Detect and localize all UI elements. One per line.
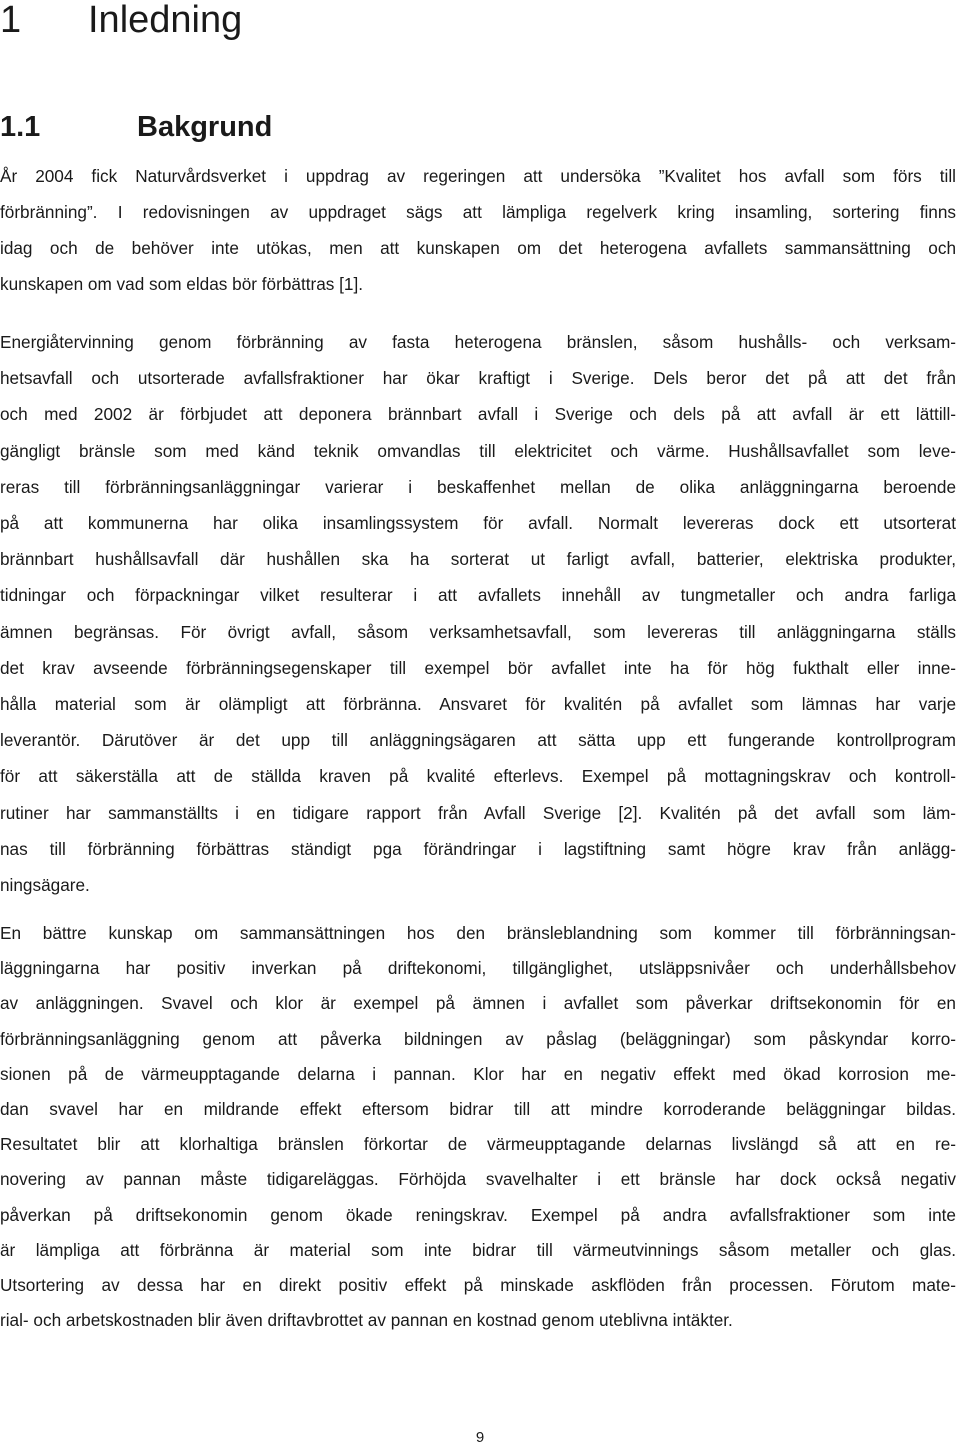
section-number: 1.1 xyxy=(0,111,41,143)
text-line: reras till förbränningsanläggningar varierar i beskaffenhet mellan de olika anläggningarna beroende xyxy=(0,476,956,497)
text-line: av anläggningen. Svavel och klor är exempel på ämnen i avfallet som påverkar driftsekonomin för en xyxy=(0,993,956,1014)
text-line: idag och de behöver inte utökas, men att kunskapen om det heterogena avfallets sammansättning och xyxy=(0,238,956,258)
text-line: Resultatet blir att klorhaltiga bränslen förkortar de värmeupptagande delarnas livslängd så att en re- xyxy=(0,1134,956,1155)
text-line: hetsavfall och utsorterade avfallsfraktioner har ökar kraftigt i Sverige. Dels beror det på att det från xyxy=(0,368,956,389)
text-line: förbränningsanläggning genom att påverka bildningen av påslag (beläggningar) som påskyndar korro- xyxy=(0,1028,956,1049)
section-heading xyxy=(0,110,272,144)
text-line: påverkan på driftsekonomin genom ökade reningskrav. Exempel på andra avfallsfraktioner som inte xyxy=(0,1204,956,1225)
text-line: leverantör. Därutöver är det upp till anläggningsägaren att sätta upp ett fungerande kontrollprogram xyxy=(0,730,956,751)
chapter-title: Inledning xyxy=(88,0,243,41)
text-line: det krav avseende förbränningsegenskaper till exempel bör avfallet inte ha för hög fukthalt eller inne- xyxy=(0,657,956,678)
text-line: ämnen begränsas. För övrigt avfall, såsom verksamhetsavfall, som levereras till anläggningarna ställs xyxy=(0,621,956,642)
text-line: hålla material som är olämpligt att förbränna. Ansvaret för kvalitén på avfallet som lämnas har varje xyxy=(0,694,956,715)
paragraph xyxy=(0,324,956,903)
text-line: Utsortering av dessa har en direkt positiv effekt på minskade askflöden från processen. Förutom mate- xyxy=(0,1275,956,1296)
text-line: dan svavel har en mildrande effekt eftersom bidrar till att mindre korroderande beläggningar bildas. xyxy=(0,1099,956,1120)
page-number: 9 xyxy=(475,1429,485,1446)
text-line: sionen på de värmeupptagande delarna i pannan. Klor har en negativ effekt med ökad korrosion me- xyxy=(0,1063,956,1084)
text-line: ningsägare. xyxy=(0,875,90,896)
text-line: kunskapen om vad som eldas bör förbättras [1]. xyxy=(0,274,364,294)
text-line: novering av pannan måste tidigareläggas. Förhöjda svavelhalter i ett bränsle har dock också negativ xyxy=(0,1169,956,1190)
text-line: rutiner har sammanställts i en tidigare rapport från Avfall Sverige [2]. Kvalitén på det avfall som läm- xyxy=(0,802,956,823)
text-line: En bättre kunskap om sammansättningen hos den bränsleblandning som kommer till förbränningsan- xyxy=(0,923,956,943)
text-line: År 2004 fick Naturvårdsverket i uppdrag av regeringen att undersöka ”Kvalitet hos avfall som förs till xyxy=(0,166,956,186)
text-line: tidningar och förpackningar vilket resulterar i att avfallets innehåll av tungmetaller och andra farliga xyxy=(0,585,956,606)
text-line: nas till förbränning förbättras ständigt pga förändringar i lagstiftning samt högre krav från anlägg- xyxy=(0,838,956,859)
text-line: gängligt bränsle som med känd teknik omvandlas till elektricitet och värme. Hushållsavfallet som leve- xyxy=(0,440,956,461)
chapter-number: 1 xyxy=(0,0,22,41)
text-line: rial- och arbetskostnaden blir även driftavbrottet av pannan en kostnad genom uteblivna intäkter. xyxy=(0,1310,733,1331)
text-line: Energiåtervinning genom förbränning av fasta heterogena bränslen, såsom hushålls- och verksam- xyxy=(0,332,956,352)
paragraph xyxy=(0,158,956,302)
text-line: för att säkerställa att de ställda kraven på kvalité efterlevs. Exempel på mottagningskrav och kontroll- xyxy=(0,766,956,787)
paragraph xyxy=(0,916,956,1338)
text-line: på att kommunerna har olika insamlingssystem för avfall. Normalt levereras dock ett utsorterat xyxy=(0,513,956,534)
section-title: Bakgrund xyxy=(137,111,273,143)
text-line: läggningarna har positiv inverkan på driftekonomi, tillgänglighet, utsläppsnivåer och underhållsbehov xyxy=(0,958,956,979)
text-line: och med 2002 är förbjudet att deponera brännbart avfall i Sverige och dels på att avfall är ett lättill- xyxy=(0,404,956,425)
chapter-heading xyxy=(0,0,242,40)
text-line: brännbart hushållsavfall där hushållen ska ha sorterat ut farligt avfall, batterier, elektriska produkter, xyxy=(0,549,956,570)
text-line: förbränning”. I redovisningen av uppdraget sägs att lämpliga regelverk kring insamling, sortering finns xyxy=(0,202,956,222)
text-line: är lämpliga att förbränna är material som inte bidrar till värmeutvinnings såsom metaller och glas. xyxy=(0,1239,956,1260)
